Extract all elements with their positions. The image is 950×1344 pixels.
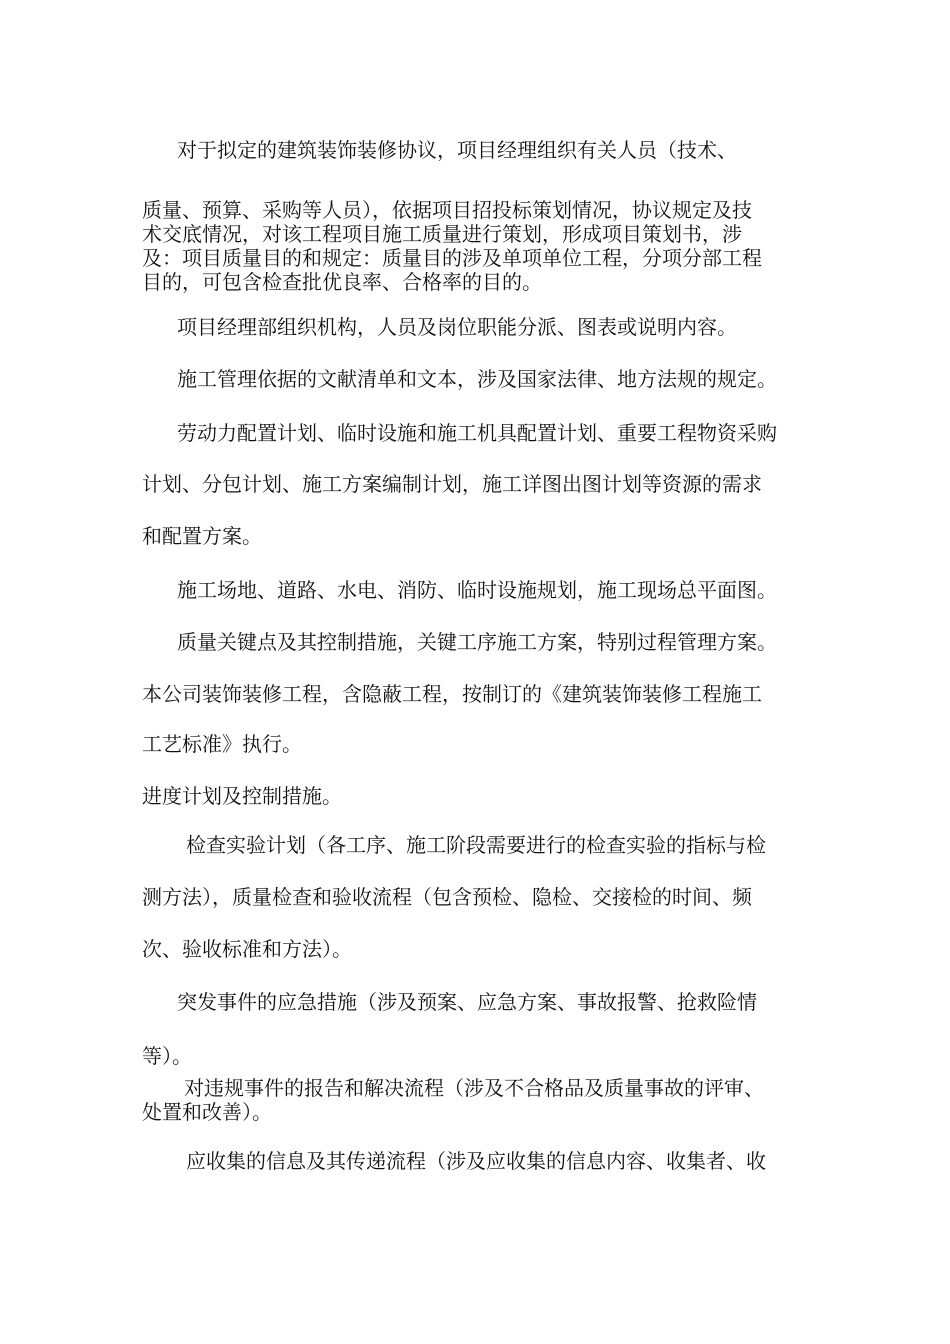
text-line: 和配置方案。 — [142, 524, 262, 548]
text-line: 对于拟定的建筑装饰装修协议，项目经理组织有关人员（技术、 — [177, 138, 737, 162]
text-line: 进度计划及控制措施。 — [142, 784, 342, 808]
text-line: 施工场地、道路、水电、消防、临时设施规划，施工现场总平面图。 — [177, 578, 777, 602]
text-line: 目的，可包含检查批优良率、合格率的目的。 — [142, 270, 542, 294]
text-line: 术交底情况，对该工程项目施工质量进行策划，形成项目策划书，涉 — [142, 222, 742, 246]
text-line: 检查实验计划（各工序、施工阶段需要进行的检查实验的指标与检 — [186, 833, 766, 857]
text-line: 劳动力配置计划、临时设施和施工机具配置计划、重要工程物资采购 — [177, 421, 777, 445]
text-line: 计划、分包计划、施工方案编制计划，施工详图出图计划等资源的需求 — [142, 472, 762, 496]
text-line: 突发事件的应急措施（涉及预案、应急方案、事故报警、抢救险情 — [177, 990, 757, 1014]
text-line: 质量关键点及其控制措施，关键工序施工方案，特别过程管理方案。 — [177, 630, 777, 654]
text-line: 应收集的信息及其传递流程（涉及应收集的信息内容、收集者、收 — [186, 1149, 766, 1173]
text-line: 工艺标准》执行。 — [142, 732, 302, 756]
text-line: 本公司装饰装修工程，含隐蔽工程，按制订的《建筑装饰装修工程施工 — [142, 682, 762, 706]
text-line: 测方法），质量检查和验收流程（包含预检、隐检、交接检的时间、频 — [142, 885, 752, 909]
text-line: 对违规事件的报告和解决流程（涉及不合格品及质量事故的评审、 — [184, 1076, 764, 1100]
text-line: 质量、预算、采购等人员），依据项目招投标策划情况，协议规定及技 — [142, 198, 752, 222]
text-line: 处置和改善）。 — [142, 1100, 272, 1124]
text-line: 等）。 — [142, 1044, 192, 1068]
text-line: 及：项目质量目的和规定：质量目的涉及单项单位工程，分项分部工程 — [142, 246, 762, 270]
text-line: 项目经理部组织机构，人员及岗位职能分派、图表或说明内容。 — [177, 315, 737, 339]
text-line: 次、验收标准和方法）。 — [142, 937, 352, 961]
text-line: 施工管理依据的文献清单和文本，涉及国家法律、地方法规的规定。 — [177, 367, 777, 391]
